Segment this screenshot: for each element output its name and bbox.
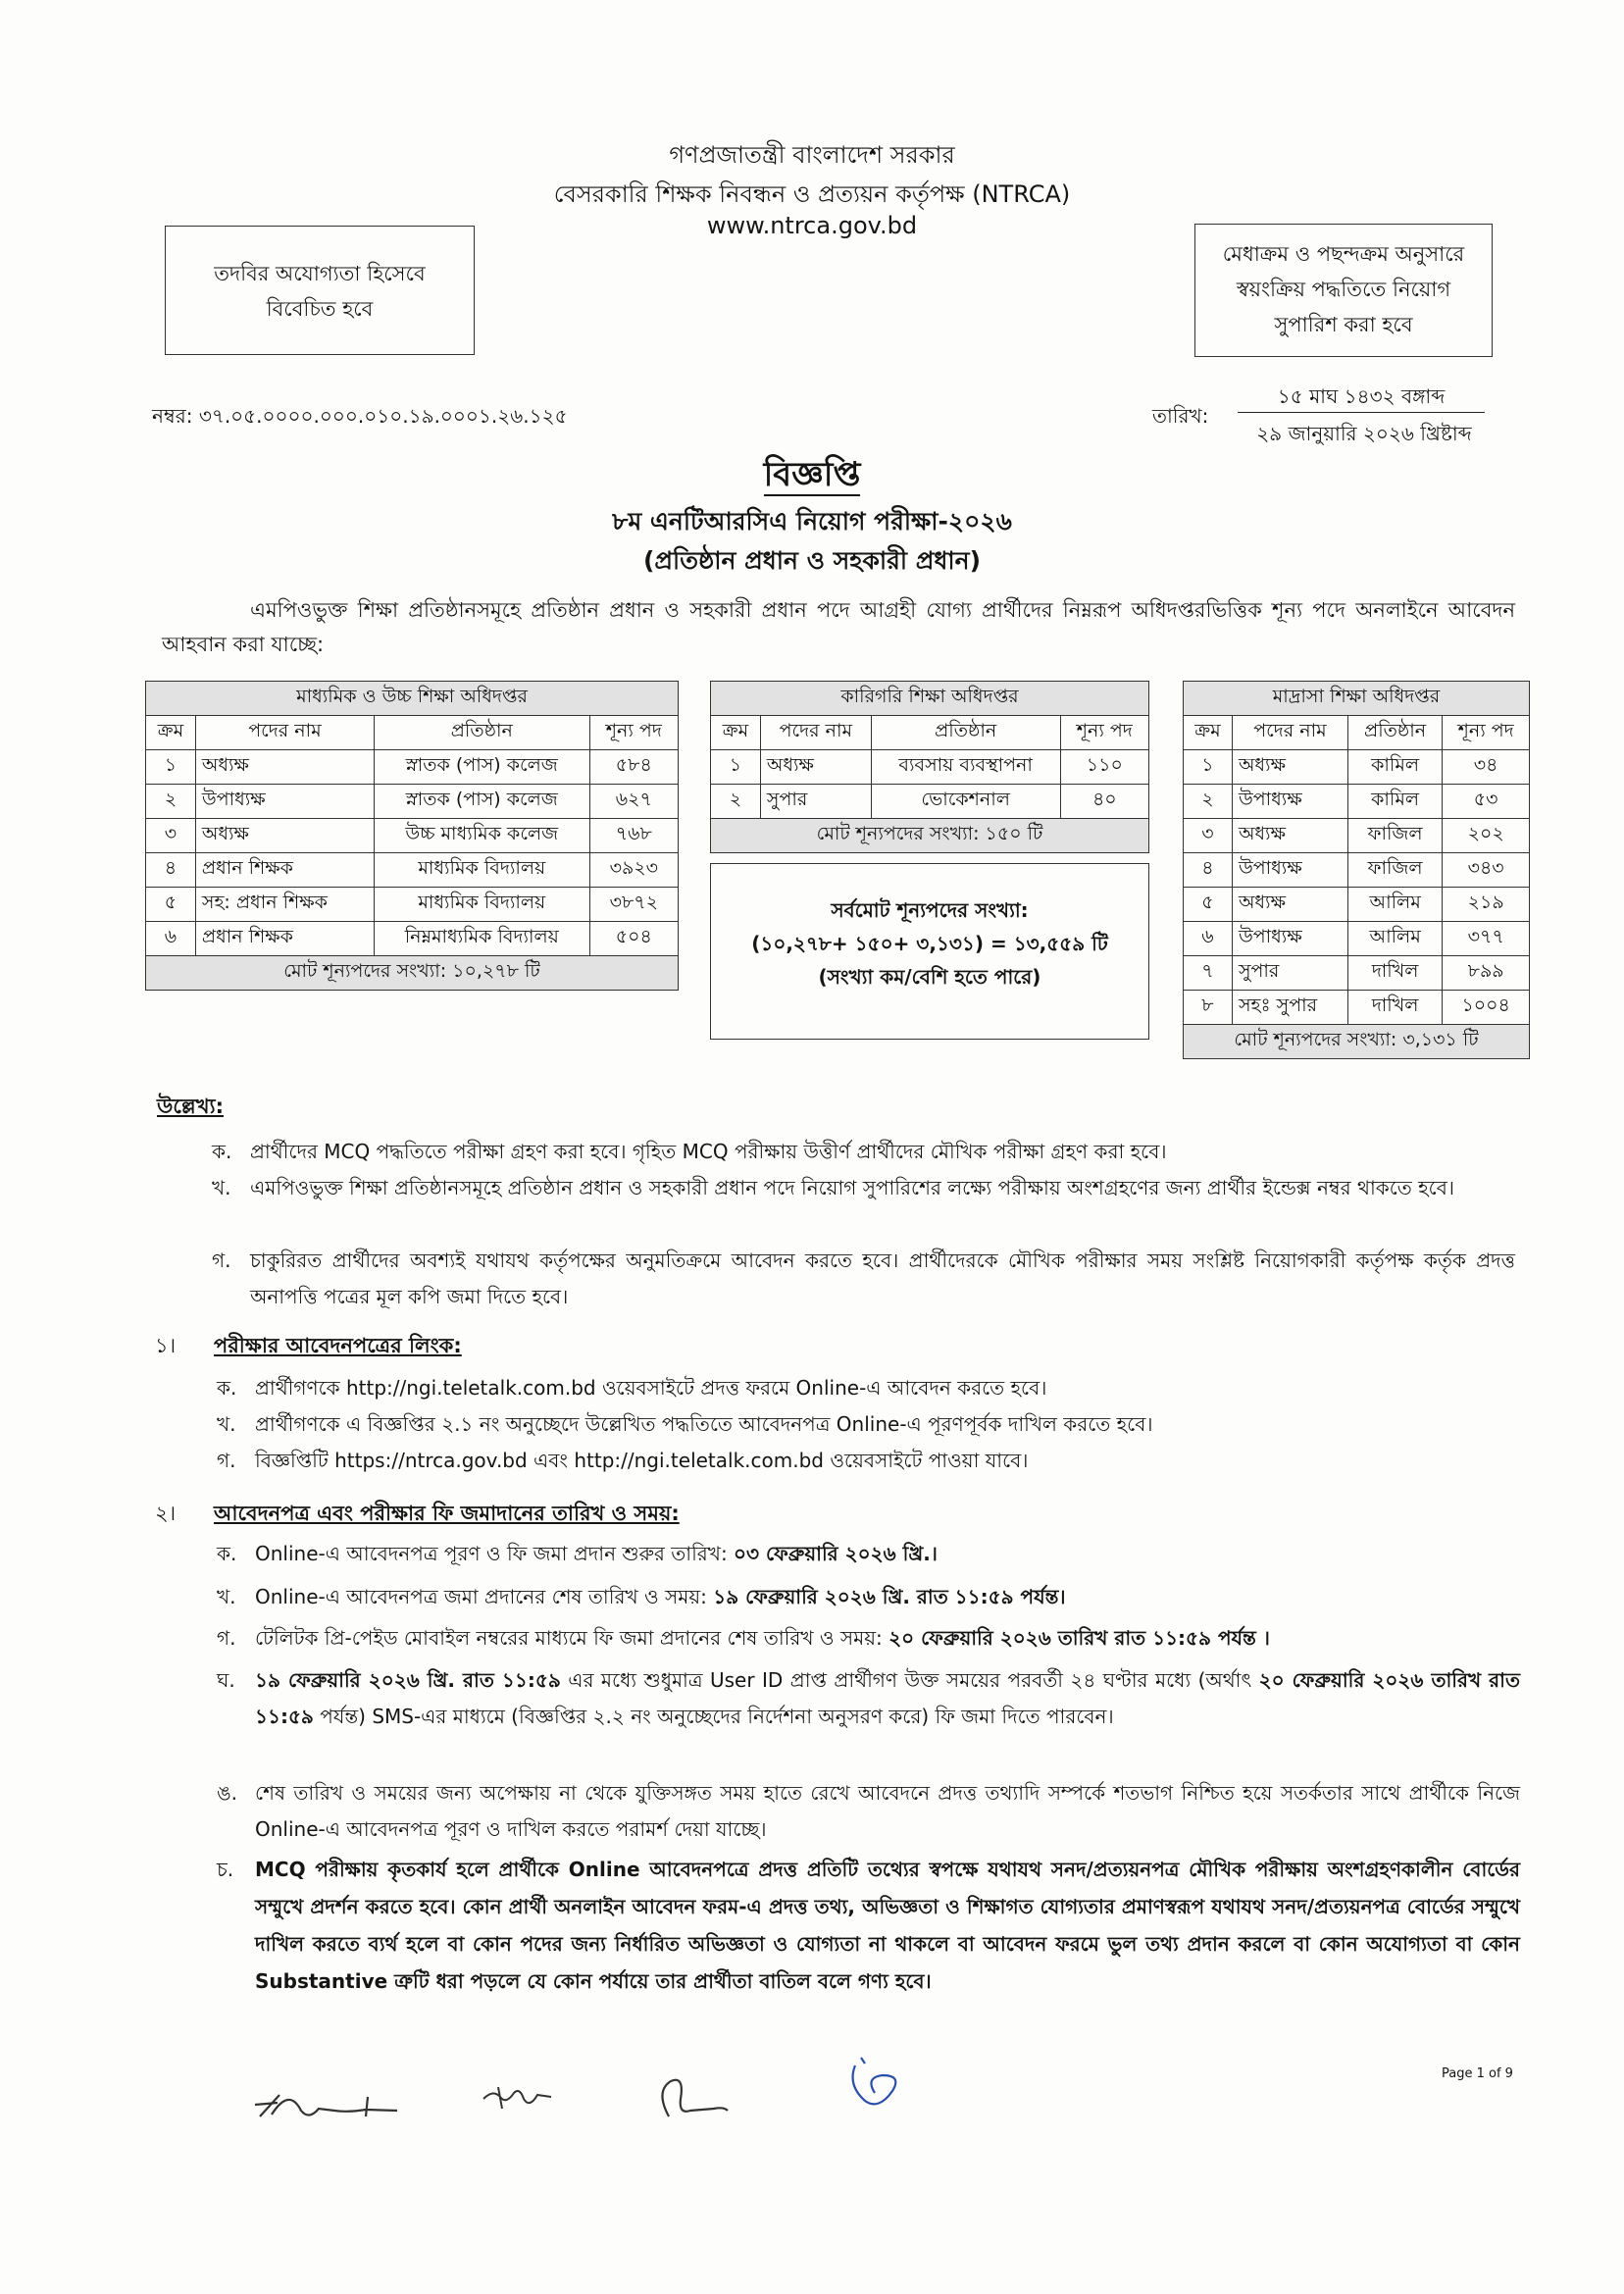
serial-cell: ৭ [1184,956,1233,991]
item-marker: ঘ. [217,1668,235,1692]
merit-selection-line: মেধাক্রম ও পছন্দক্রম অনুসারে [1222,242,1465,266]
col-header-institution: প্রতিষ্ঠান [871,716,1060,750]
institution-cell: আলিম [1347,888,1442,922]
section-number: ২। [155,1502,177,1525]
date-divider [1238,412,1485,413]
vacancy-cell: ৩৮৭২ [589,888,678,922]
link-item [217,1370,1520,1406]
institution-cell: ব্যবসায় ব্যবস্থাপনা [871,750,1060,785]
item-marker: চ. [217,1858,234,1881]
note-item [212,1170,1515,1206]
item-bold-text: ২০ ফেব্রুয়ারি ২০২৬ তারিখ রাত ১১:৫৯ পর্যন্ত । [888,1626,1270,1650]
table-row [1184,785,1530,819]
table-row [146,819,679,853]
post-name-cell: অধ্যক্ষ [195,750,374,785]
serial-cell: ১ [146,750,196,785]
notice-title-text: বিজ্ঞপ্তি [763,455,861,494]
intro-paragraph: এমপিওভুক্ত শিক্ষা প্রতিষ্ঠানসমূহে প্রতিষ্ঠান প্রধান ও সহকারী প্রধান পদে আগ্রহী যোগ্য প্রার্থীদের নিম্নরূপ অধিদপ্তরভিত্তিক শূন্য পদে অনলাইনে আবেদন আহবান করা যাচ্ছে: [162,598,1515,656]
institution-cell: স্নাতক (পাস) কলেজ [374,785,589,819]
serial-cell: ৬ [146,922,196,956]
item-marker: গ. [217,1449,236,1472]
col-header-post: পদের নাম [195,716,374,750]
item-marker: ক. [212,1140,232,1163]
item-bold-text: ১৯ ফেব্রুয়ারি ২০২৬ খ্রি. রাত ১১:৫৯ [255,1668,561,1692]
item-text: টেলিটক প্রি-পেইড মোবাইল নম্বরের মাধ্যমে ফি জমা প্রদানের শেষ তারিখ ও সময়: [255,1626,889,1650]
secondary-vacancy-table [145,681,679,991]
institution-cell: মাধ্যমিক বিদ্যালয় [374,888,589,922]
institution-cell: আলিম [1347,922,1442,956]
institution-cell: কামিল [1347,750,1442,785]
vacancy-cell: ৩৪৩ [1443,853,1530,888]
table-row [1184,956,1530,991]
merit-selection-box [1194,224,1493,357]
date-english: ২৯ জানুয়ারি ২০২৬ খ্রিষ্টাব্দ [1256,422,1472,445]
item-marker: ক. [217,1376,237,1400]
institution-cell: দাখিল [1347,956,1442,991]
serial-cell: ৪ [1184,853,1233,888]
memo-number: নম্বর: ৩৭.০৫.০০০০.০০০.০১০.১৯.০০০১.২৬.১২৫ [152,404,568,428]
item-text: বিজ্ঞপ্তিটি https://ntrca.gov.bd এবং http://ngi.teletalk.com.bd ওয়েবসাইটে পাওয়া যাবে। [255,1449,1029,1472]
serial-cell: ৫ [1184,888,1233,922]
merit-selection-line: স্বয়ংক্রিয় পদ্ধতিতে নিয়োগ [1236,278,1451,301]
link-item [217,1443,1520,1479]
post-name-cell: উপাধ্যক্ষ [1232,853,1347,888]
table-row [1184,819,1530,853]
table-total: মোট শূন্যপদের সংখ্যা: ৩,১৩১ টি [1184,1025,1530,1059]
post-name-cell: সুপার [760,785,871,819]
table-caption: কারিগরি শিক্ষা অধিদপ্তর [711,682,1149,716]
col-header-serial: ক্রম [1184,716,1233,750]
govt-name: গণপ্রজাতন্ত্রী বাংলাদেশ সরকার [669,141,955,169]
signature-3 [655,2071,734,2130]
grand-total-box [710,863,1149,1040]
exam-title: ৮ম এনটিআরসিএ নিয়োগ পরীক্ষা-২০২৬ [612,507,1012,535]
serial-cell: ৫ [146,888,196,922]
vacancy-cell: ২১৯ [1443,888,1530,922]
item-bold-text: ১৯ ফেব্রুয়ারি ২০২৬ খ্রি. রাত ১১:৫৯ পর্যন্ত। [713,1585,1066,1608]
item-text: এমপিওভুক্ত শিক্ষা প্রতিষ্ঠানসমূহে প্রতিষ্ঠান প্রধান ও সহকারী প্রধান পদে নিয়োগ সুপারিশের লক্ষ্যে পরীক্ষায় অংশগ্রহণের জন্য প্রার্থীর ইন্ডেক্স নম্বর থাকতে হবে। [250,1176,1454,1199]
serial-cell: ২ [1184,785,1233,819]
table-caption: মাধ্যমিক ও উচ্চ শিক্ষা অধিদপ্তর [146,682,679,716]
serial-cell: ৬ [1184,922,1233,956]
date-bangla: ১৫ মাঘ ১৪৩২ বঙ্গাব্দ [1277,384,1446,408]
website-url: www.ntrca.gov.bd [706,212,918,239]
post-name-cell: অধ্যক্ষ [1232,750,1347,785]
vacancy-cell: ৫৩ [1443,785,1530,819]
item-text: Online-এ আবেদনপত্র জমা প্রদানের শেষ তারিখ ও সময়: [255,1585,714,1608]
col-header-post: পদের নাম [1232,716,1347,750]
table-caption: মাদ্রাসা শিক্ষা অধিদপ্তর [1184,682,1530,716]
institution-cell: মাধ্যমিক বিদ্যালয় [374,853,589,888]
vacancy-cell: ৬২৭ [589,785,678,819]
table-row [146,853,679,888]
date-item [217,1775,1520,1848]
vacancy-cell: ৩৯২৩ [589,853,678,888]
col-header-post: পদের নাম [760,716,871,750]
lobbying-warning-line: বিবেচিত হবে [266,297,374,321]
serial-cell: ৩ [146,819,196,853]
technical-vacancy-table [710,681,1149,853]
grand-total-note: (সংখ্যা কম/বেশি হতে পারে) [818,965,1041,989]
item-marker: খ. [217,1412,236,1436]
vacancy-cell: ৪০ [1060,785,1148,819]
post-name-cell: উপাধ্যক্ষ [195,785,374,819]
vacancy-cell: ৩৭৭ [1443,922,1530,956]
madrasa-vacancy-table [1183,681,1530,1059]
merit-selection-line: সুপারিশ করা হবে [1274,313,1413,336]
col-header-institution: প্রতিষ্ঠান [1347,716,1442,750]
authority-name: বেসরকারি শিক্ষক নিবন্ধন ও প্রত্যয়ন কর্তৃপক্ষ (NTRCA) [553,180,1071,208]
item-marker: খ. [217,1585,236,1608]
serial-cell: ১ [1184,750,1233,785]
date-item [217,1851,1520,2000]
serial-cell: ৮ [1184,991,1233,1025]
signature-2 [479,2079,557,2118]
post-name-cell: অধ্যক্ষ [1232,888,1347,922]
note-item [212,1243,1515,1315]
section-number: ১। [155,1334,177,1357]
vacancy-cell: ৩৪ [1443,750,1530,785]
post-name-cell: অধ্যক্ষ [1232,819,1347,853]
institution-cell: ফাজিল [1347,853,1442,888]
section-heading: পরীক্ষার আবেদনপত্রের লিংক: [214,1334,462,1357]
item-text: Online-এ আবেদনপত্র পূরণ ও ফি জমা প্রদান শুরুর তারিখ: [255,1542,735,1565]
table-body [711,750,1149,819]
serial-cell: ২ [711,785,761,819]
item-bold-text: MCQ পরীক্ষায় কৃতকার্য হলে প্রার্থীকে Online আবেদনপত্রে প্রদত্ত প্রতিটি তথ্যের স্বপক্ষে যথাযথ সনদ/প্রত্যয়নপত্র মৌখিক পরীক্ষায় অংশগ্রহণকালীন বোর্ডের সম্মুখে প্রদর্শন করতে হবে। কোন প্রার্থী অনলাইন আবেদন ফরম-এ প্রদত্ত তথ্য, অভিজ্ঞতা ও শিক্ষাগত যোগ্যতার প্রমাণস্বরূপ যথাযথ সনদ/প্রত্যয়নপত্র বোর্ডের সম্মুখে দাখিল করতে ব্যর্থ হলে বা কোন পদের জন্য নির্ধারিত অভিজ্ঞতা ও যোগ্যতা না থাকলে বা আবেদন ফরমে ভুল তথ্য প্রদান করলে বা কোন অযোগ্যতা বা কোন Substantive ত্রুটি ধরা পড়লে যে কোন পর্যায়ে তার প্রার্থীতা বাতিল বলে গণ্য হবে। [255,1858,1520,1993]
signature-1 [250,2077,407,2136]
item-marker: গ. [212,1249,231,1272]
institution-cell: দাখিল [1347,991,1442,1025]
table-row [146,750,679,785]
post-name-cell: প্রধান শিক্ষক [195,853,374,888]
table-row [146,922,679,956]
vacancy-cell: ৭৬৮ [589,819,678,853]
date-item [217,1620,1520,1657]
vacancy-cell: ৫৮৪ [589,750,678,785]
item-bold-text: ২০ ফেব্রুয়ারি ২০২৬ তারিখ রাত ১১:৫৯ [255,1668,1520,1728]
grand-total-label: সর্বমোট শূন্যপদের সংখ্যা: [831,898,1029,922]
col-header-vacancy: শূন্য পদ [1060,716,1148,750]
post-name-cell: সহ: প্রধান শিক্ষক [195,888,374,922]
vacancy-cell: ৫০৪ [589,922,678,956]
lobbying-warning-line: তদবির অযোগ্যতা হিসেবে [214,262,426,285]
item-bold-text: ০৩ ফেব্রুয়ারি ২০২৬ খ্রি.। [734,1542,938,1565]
item-text: এর মধ্যে শুধুমাত্র User ID প্রাপ্ত প্রার্থীগণ উক্ত সময়ের পরবর্তী ২৪ ঘণ্টার মধ্যে (অর্থাৎ [560,1668,1259,1692]
post-name-cell: প্রধান শিক্ষক [195,922,374,956]
table-row [711,785,1149,819]
post-name-cell: অধ্যক্ষ [195,819,374,853]
item-marker: খ. [212,1176,231,1199]
col-header-vacancy: শূন্য পদ [589,716,678,750]
institution-cell: উচ্চ মাধ্যমিক কলেজ [374,819,589,853]
table-row [1184,922,1530,956]
post-name-cell: সুপার [1232,956,1347,991]
post-name-cell: সহঃ সুপার [1232,991,1347,1025]
section-heading: আবেদনপত্র এবং পরীক্ষার ফি জমাদানের তারিখ ও সময়: [214,1502,680,1525]
table-body [146,750,679,956]
post-name-cell: উপাধ্যক্ষ [1232,785,1347,819]
table-row [146,888,679,922]
table-row [1184,750,1530,785]
vacancy-cell: ১১০ [1060,750,1148,785]
vacancy-cell: ১০০৪ [1443,991,1530,1025]
serial-cell: ৩ [1184,819,1233,853]
item-marker: ঙ. [217,1781,238,1805]
post-name-cell: অধ্যক্ষ [760,750,871,785]
vacancy-cell: ৮৯৯ [1443,956,1530,991]
item-marker: ক. [217,1542,237,1565]
item-text: প্রার্থীগণকে এ বিজ্ঞপ্তির ২.১ নং অনুচ্ছেদে উল্লেখিত পদ্ধতিতে আবেদনপত্র Online-এ পূরণপূর্বক দাখিল করতে হবে। [255,1412,1153,1436]
table-row [711,750,1149,785]
lobbying-warning-box [165,226,475,355]
date-item [217,1662,1520,1735]
date-item [217,1536,1520,1572]
table-row [1184,888,1530,922]
posts-title: (প্রতিষ্ঠান প্রধান ও সহকারী প্রধান) [642,546,982,575]
table-total: মোট শূন্যপদের সংখ্যা: ১০,২৭৮ টি [146,956,679,991]
notes-heading: উল্লেখ্য: [157,1095,225,1118]
serial-cell: ৪ [146,853,196,888]
institution-cell: স্নাতক (পাস) কলেজ [374,750,589,785]
col-header-serial: ক্রম [711,716,761,750]
notice-title [0,449,1624,505]
institution-cell: ফাজিল [1347,819,1442,853]
col-header-institution: প্রতিষ্ঠান [374,716,589,750]
institution-cell: নিম্নমাধ্যমিক বিদ্যালয় [374,922,589,956]
signature-4 [836,2052,914,2120]
serial-cell: ১ [711,750,761,785]
table-row [146,785,679,819]
institution-cell: কামিল [1347,785,1442,819]
page-number: Page 1 of 9 [1442,2066,1513,2081]
vacancy-cell: ২০২ [1443,819,1530,853]
item-text: প্রার্থীদের MCQ পদ্ধতিতে পরীক্ষা গ্রহণ করা হবে। গৃহিত MCQ পরীক্ষায় উত্তীর্ণ প্রার্থীদের মৌখিক পরীক্ষা গ্রহণ করা হবে। [250,1140,1167,1163]
table-total: মোট শূন্যপদের সংখ্যা: ১৫০ টি [711,819,1149,853]
item-text: চাকুরিরত প্রার্থীদের অবশ্যই যথাযথ কর্তৃপক্ষের অনুমতিক্রমে আবেদন করতে হবে। প্রার্থীদেরকে মৌখিক পরীক্ষার সময় সংশ্লিষ্ট নিয়োগকারী কর্তৃপক্ষ কর্তৃক প্রদত্ত অনাপত্তি পত্রের মূল কপি জমা দিতে হবে। [250,1249,1515,1308]
item-text: পর্যন্ত) SMS-এর মাধ্যমে (বিজ্ঞপ্তির ২.২ নং অনুচ্ছেদের নির্দেশনা অনুসরণ করে) ফি জমা দিতে পারবেন। [313,1705,1114,1728]
table-row [1184,991,1530,1025]
serial-cell: ২ [146,785,196,819]
item-text: শেষ তারিখ ও সময়ের জন্য অপেক্ষায় না থেকে যুক্তিসঙ্গত সময় হাতে রেখে আবেদনে প্রদত্ত তথ্যাদি সম্পর্কে শতভাগ নিশ্চিত হয়ে সতর্কতার সাথে প্রার্থীকে নিজে Online-এ আবেদনপত্র পূরণ ও দাখিল করতে পরামর্শ দেয়া যাচ্ছে। [255,1781,1520,1841]
post-name-cell: উপাধ্যক্ষ [1232,922,1347,956]
col-header-serial: ক্রম [146,716,196,750]
grand-total-formula: (১০,২৭৮+ ১৫০+ ৩,১৩১) = ১৩,৫৫৯ টি [751,932,1108,955]
item-text: প্রার্থীগণকে http://ngi.teletalk.com.bd ওয়েবসাইটে প্রদত্ত ফরমে Online-এ আবেদন করতে হবে। [255,1376,1047,1400]
date-label: তারিখ: [1152,404,1209,428]
table-row [1184,853,1530,888]
institution-cell: ভোকেশনাল [871,785,1060,819]
note-item [212,1134,1515,1170]
date-item [217,1579,1520,1615]
link-item [217,1406,1520,1443]
item-marker: গ. [217,1626,236,1650]
col-header-vacancy: শূন্য পদ [1443,716,1530,750]
table-body [1184,750,1530,1025]
